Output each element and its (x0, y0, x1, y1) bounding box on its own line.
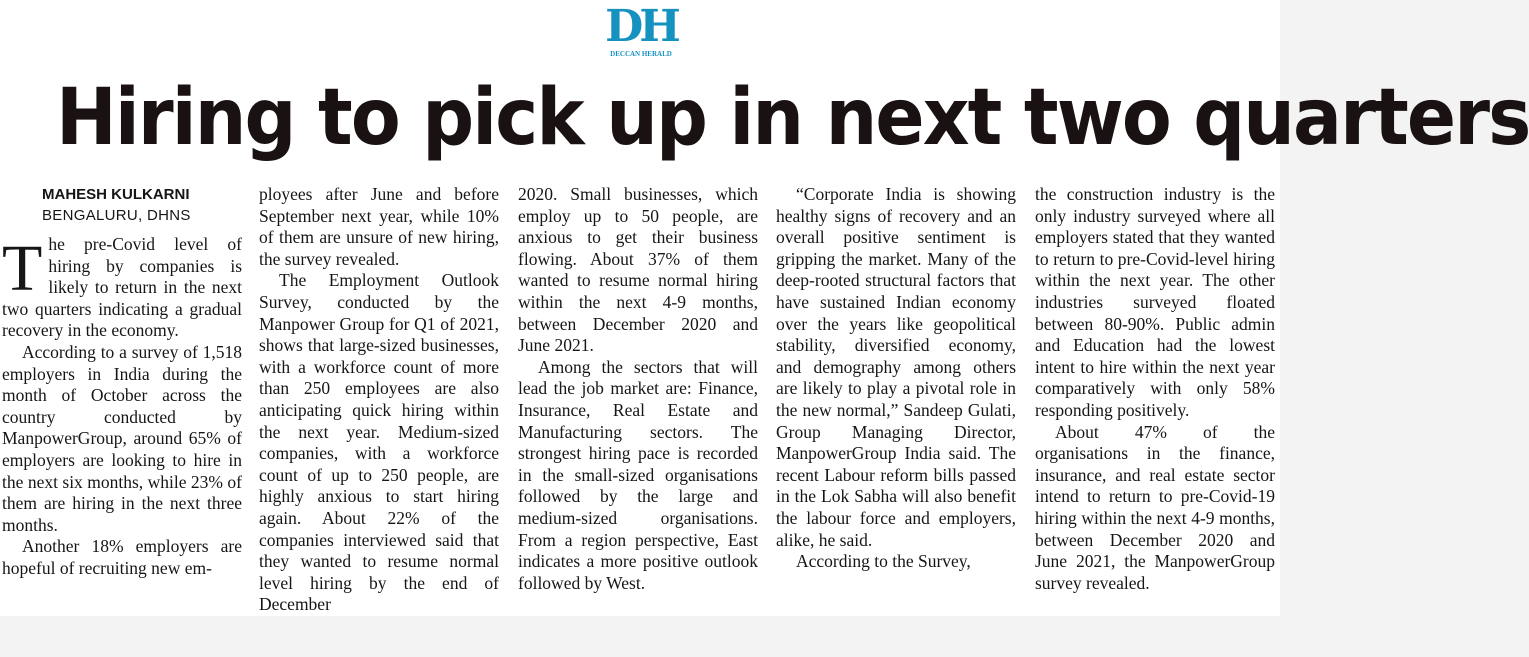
paragraph-text: he pre-Covid level of hiring by companies is likely to return in the next two quarters indicating a gradual recovery in the economy. (2, 234, 242, 341)
paragraph: 2020. Small businesses, which employ up to 50 people, are anxious to get their business flowing. About 37% of them wanted to resume normal hiring within the next 4-9 months, between December 2020 and June 2021. (518, 184, 758, 356)
article-column-5 (1035, 184, 1275, 616)
author-name: MAHESH KULKARNI (42, 186, 190, 203)
paragraph (2, 234, 242, 342)
logo-mark: DH (605, 1, 677, 52)
paragraph: the construction industry is the only industry surveyed where all employers stated that they wanted to return to pre-Covid-level hiring within the next year. The other industries surveyed floated between 80-90%. Public admin and Education had the lowest intent to hire within the next year comparatively with only 58% responding positively. (1035, 184, 1275, 420)
byline (42, 184, 242, 226)
drop-cap: T (2, 232, 43, 305)
article-headline: Hiring to pick up in next two quarters (56, 73, 1529, 163)
paragraph: Another 18% employers are hopeful of recruiting new em- (2, 536, 242, 578)
paragraph: According to a survey of 1,518 employers in India during the month of October across the country conducted by ManpowerGroup, around 65% of employers are looking to hire in the next six months, while 23% of them are hiring in the next three months. (2, 341, 242, 535)
paragraph: Among the sectors that will lead the job market are: Finance, Insurance, Real Estate and Manufacturing sectors. The strongest hiring pace is recorded in the small-sized organisations followed by the large and medium-sized organisations. From a region perspective, East indicates a more positive outlook followed by West. (518, 356, 758, 593)
paragraph: About 47% of the organisations in the finance, insurance, and real estate sector intend to return to pre-Covid-19 hiring within the next 4-9 months, between December 2020 and June 2021, the ManpowerGroup survey revealed. (1035, 421, 1275, 593)
paragraph: According to the Survey, (796, 551, 971, 572)
deccan-herald-logo (604, 1, 678, 59)
paragraph: The Employment Outlook Survey, conducted by the Manpower Group for Q1 of 2021, shows that large-sized businesses, with a workforce count of more than 250 employees are also anticipating quick hiring within the next year. Medium-sized companies, with a workforce count of up to 250 people, are highly anxious to start hiring again. About 22% of the companies interviewed said that they wanted to resume normal level hiring by the end of December (259, 270, 499, 615)
article-column-2 (259, 184, 499, 616)
logo-subtitle: DECCAN HERALD (610, 50, 672, 58)
paragraph: “Corporate India is showing healthy signs of recovery and an overall positive sentiment is gripping the market. Many of the deep-rooted structural factors that have sustained Indian economy over the years like geopolitical stability, diversified economy, and demography among others are likely to play a pivotal role in the new normal,” Sandeep Gulati, Group Managing Director, ManpowerGroup India said. The recent Labour reform bills passed in the Lok Sabha will also benefit the labour force and employers, alike, he said. (776, 184, 1016, 550)
article-column-4 (776, 184, 1016, 616)
article-column-3 (518, 184, 758, 616)
article-column-1 (2, 184, 242, 616)
paragraph: ployees after June and before September next year, while 10% of them are unsure of new hiring, the survey revealed. (259, 184, 499, 269)
dateline: BENGALURU, DHNS (42, 207, 191, 224)
